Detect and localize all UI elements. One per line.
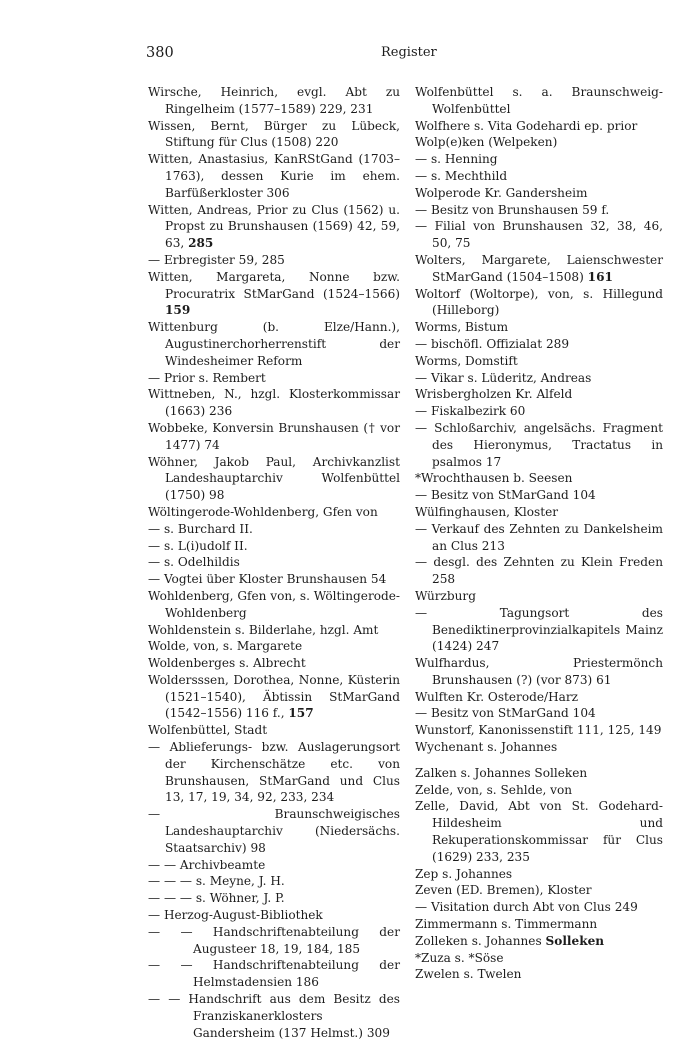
index-entry-text: Wolters, Margarete, Laienschwester StMarGand (1504–1508) (415, 252, 663, 284)
index-entry-text: — Besitz von Brunshausen 59 f. (415, 202, 610, 217)
section-gap (415, 756, 663, 765)
index-entry-text: Zwelen s. Twelen (415, 967, 522, 982)
page-number: 380 (146, 45, 174, 61)
index-entry-text: — Tagungsort des Benediktinerprovinzialkapitels Mainz (1424) 247 (415, 605, 663, 654)
index-entry (148, 924, 400, 958)
index-entry-text: — — — s. Meyne, J. H. (148, 874, 285, 889)
index-entry (148, 118, 400, 152)
index-entry-text: Worms, Bistum (415, 320, 509, 335)
index-entry (148, 622, 400, 639)
index-entry-text: Worms, Domstift (415, 353, 518, 368)
index-entry-bold-ref: 285 (188, 236, 214, 251)
index-entry-text: — Fiskalbezirk 60 (415, 404, 526, 419)
index-entry (415, 151, 663, 168)
index-entry-text: Witten, Anastasius, KanRStGand (1703–1763), dessen Kurie im ehem. Barfüßerkloster 306 (148, 152, 400, 200)
index-entry-text: — s. Burchard II. (148, 521, 253, 536)
index-entry-text: Wulfhardus, Priestermönch Brunshausen (?) (vor 873) 61 (415, 656, 663, 687)
index-entry (415, 218, 663, 252)
index-entry (148, 588, 400, 622)
index-entry-text: — Besitz von StMarGand 104 (415, 488, 596, 503)
index-entry-text: — — Handschrift aus dem Besitz des Franziskanerklosters Gandersheim (137 Helmst.) 309 (148, 992, 400, 1040)
index-entry (148, 806, 400, 856)
index-entry-text: Wissen, Bernt, Bürger zu Lübeck, Stiftung für Clus (1508) 220 (148, 118, 400, 150)
index-entry-text: *Wrochthausen b. Seesen (415, 471, 573, 486)
index-entry (415, 286, 663, 320)
index-entry (415, 118, 663, 135)
index-entry (148, 739, 400, 806)
index-entry-text: Woldersssen, Dorothea, Nonne, Küsterin (1521–1540), Äbtissin StMarGand (1542–1556) 116 f., (148, 672, 400, 721)
index-entry-bold-ref: 161 (587, 269, 613, 284)
index-entry-text: Witten, Andreas, Prior zu Clus (1562) u. Propst zu Brunshausen (1569) 42, 59, 63, (148, 202, 400, 251)
index-entry-text: — Vikar s. Lüderitz, Andreas (415, 370, 592, 385)
index-entry-text: Zep s. Johannes (415, 866, 513, 881)
index-entry-text: Woldenberges s. Albrecht (148, 656, 306, 671)
index-entry-text: *Zuza s. *Söse (415, 950, 504, 965)
index-entry-text: Wohldenberg, Gfen von, s. Wöltingerode-Wohldenberg (148, 588, 400, 620)
index-entry (415, 798, 663, 865)
index-entry (415, 168, 663, 185)
index-entry-text: — bischöfl. Offizialat 289 (415, 336, 570, 351)
index-entry (415, 765, 663, 782)
index-entry-text: — Schloßarchiv, angelsächs. Fragment des Hieronymus, Tractatus in psalmos 17 (415, 420, 663, 469)
index-entry-text: — s. Mechthild (415, 168, 508, 183)
index-entry-text: — Besitz von StMarGand 104 (415, 706, 596, 721)
index-entry-text: — s. Odelhildis (148, 555, 240, 570)
index-entry-text: Zelle, David, Abt von St. Godehard-Hildesheim und Rekuperationskommissar für Clus (1629) 233, 235 (415, 799, 663, 864)
index-entry (148, 370, 400, 387)
index-entry-text: — — Archivbeamte (148, 857, 266, 872)
index-entry-text: Wunstorf, Kanonissenstift 111, 125, 149 (415, 723, 662, 738)
index-entry-text: Wychenant s. Johannes (415, 740, 558, 755)
index-entry (415, 185, 663, 202)
index-entry-text: Wolperode Kr. Gandersheim (415, 185, 588, 200)
index-entry-text: Zalken s. Johannes Solleken (415, 765, 588, 780)
index-entry-text: Wobbeke, Konversin Brunshausen († vor 1477) 74 (148, 420, 400, 452)
index-entry-text: Wolfhere s. Vita Godehardi ep. prior (415, 118, 638, 133)
index-entry-text: — Ablieferungs- bzw. Auslagerungsort der Kirchenschätze etc. von Brunshausen, StMarGand und Clus 13, 17, 19, 34, 92, 233, 234 (148, 740, 400, 805)
index-entry (415, 252, 663, 286)
index-entry (415, 554, 663, 588)
index-entry-text: — Prior s. Rembert (148, 370, 266, 385)
index-entry (148, 84, 400, 118)
index-entry (148, 202, 400, 252)
index-entry (415, 420, 663, 470)
index-entry (415, 403, 663, 420)
index-entry-text: — Vogtei über Kloster Brunshausen 54 (148, 572, 387, 587)
index-entry (415, 866, 663, 883)
index-entry (415, 370, 663, 387)
index-entry-bold-ref: Solleken (545, 933, 605, 948)
index-entry-text: Zimmermann s. Timmermann (415, 917, 598, 932)
index-entry-bold-ref: 157 (288, 706, 314, 721)
index-entry-text: Zeven (ED. Bremen), Kloster (415, 883, 592, 898)
index-entry-text: — desgl. des Zehnten zu Klein Freden 258 (415, 555, 663, 587)
index-entry (148, 890, 400, 907)
index-entry (415, 655, 663, 689)
index-entry-text: — s. Henning (415, 152, 498, 167)
index-entry (148, 252, 400, 269)
index-entry-text: — — Handschriftenabteilung der Augusteer 18, 19, 184, 185 (148, 924, 400, 956)
index-entry (415, 916, 663, 933)
index-entry (148, 873, 400, 890)
index-entry (415, 353, 663, 370)
index-entry (148, 638, 400, 655)
index-entry (415, 470, 663, 487)
index-entry-text: — Verkauf des Zehnten zu Dankelsheim an Clus 213 (415, 521, 663, 553)
index-entry-text: — Visitation durch Abt von Clus 249 (415, 900, 638, 915)
index-entry (148, 269, 400, 319)
index-entry-text: Wöhner, Jakob Paul, Archivkanzlist Landeshauptarchiv Wolfenbüttel (1750) 98 (148, 454, 400, 503)
index-entry-text: Zelde, von, s. Sehlde, von (415, 782, 573, 797)
index-entry-text: Würzburg (415, 588, 476, 603)
index-entry (415, 933, 663, 950)
index-entry (148, 554, 400, 571)
index-entry (415, 319, 663, 336)
index-entry (148, 957, 400, 991)
index-entry-text: — Braunschweigisches Landeshauptarchiv (Niedersächs. Staatsarchiv) 98 (148, 807, 400, 855)
index-entry-text: — Herzog-August-Bibliothek (148, 908, 323, 923)
index-column-left (148, 84, 400, 1041)
index-entry-text: Wittenburg (b. Elze/Hann.), Augustinerchorherrenstift der Windesheimer Reform (148, 320, 400, 368)
index-entry-text: Wülfinghausen, Kloster (415, 504, 559, 519)
index-entry (148, 538, 400, 555)
index-entry (415, 739, 663, 756)
index-entry-text: Wolfenbüttel, Stadt (148, 723, 268, 738)
index-entry (415, 882, 663, 899)
index-entry (148, 151, 400, 201)
index-entry-text: Wöltingerode-Wohldenberg, Gfen von (148, 504, 378, 519)
index-entry (415, 966, 663, 983)
index-entry (148, 571, 400, 588)
index-entry (415, 950, 663, 967)
index-entry-text: — — — s. Wöhner, J. P. (148, 891, 285, 906)
index-entry (415, 202, 663, 219)
index-entry (148, 420, 400, 454)
index-entry (148, 386, 400, 420)
index-entry-text: Wulften Kr. Osterode/Harz (415, 689, 578, 704)
index-entry-text: — — Handschriftenabteilung der Helmstadensien 186 (148, 958, 400, 990)
index-entry (148, 672, 400, 722)
index-entry (148, 722, 400, 739)
index-entry-text: Wolfenbüttel s. a. Braunschweig-Wolfenbüttel (415, 85, 663, 116)
index-entry (415, 588, 663, 605)
index-entry (415, 722, 663, 739)
index-entry-text: Zolleken s. Johannes (415, 933, 546, 948)
index-entry (415, 134, 663, 151)
index-entry-text: — Erbregister 59, 285 (148, 252, 285, 267)
index-entry-text: Wolde, von, s. Margarete (148, 639, 303, 654)
index-entry (415, 84, 663, 118)
index-entry-text: — s. L(i)udolf II. (148, 538, 248, 553)
index-entry (415, 899, 663, 916)
index-entry-text: Wrisbergholzen Kr. Alfeld (415, 387, 573, 402)
index-entry (415, 521, 663, 555)
index-entry (148, 655, 400, 672)
index-entry (148, 319, 400, 369)
index-entry (148, 454, 400, 504)
index-entry (415, 705, 663, 722)
index-column-right (415, 84, 663, 983)
index-entry-text: Witten, Margareta, Nonne bzw. Procuratrix StMarGand (1524–1566) (148, 269, 400, 301)
index-entry-text: Woltorf (Woltorpe), von, s. Hillegund (Hilleborg) (415, 286, 663, 318)
index-entry (415, 605, 663, 655)
index-entry-text: Wohldenstein s. Bilderlahe, hzgl. Amt (148, 622, 379, 637)
index-entry-text: Wirsche, Heinrich, evgl. Abt zu Ringelheim (1577–1589) 229, 231 (148, 85, 400, 116)
index-entry (148, 521, 400, 538)
running-head: Register (381, 45, 437, 60)
index-entry (148, 907, 400, 924)
index-entry (415, 487, 663, 504)
index-entry (415, 689, 663, 706)
index-entry (415, 386, 663, 403)
index-entry (415, 336, 663, 353)
index-entry-text: Wittneben, N., hzgl. Klosterkommissar (1663) 236 (148, 387, 400, 419)
index-entry (415, 504, 663, 521)
index-entry (148, 504, 400, 521)
index-entry (415, 782, 663, 799)
index-entry (148, 857, 400, 874)
index-entry (148, 991, 400, 1041)
index-entry-text: Wolp(e)ken (Welpeken) (415, 135, 558, 150)
index-entry-text: — Filial von Brunshausen 32, 38, 46, 50, 75 (415, 219, 663, 251)
index-entry-bold-ref: 159 (165, 303, 191, 318)
